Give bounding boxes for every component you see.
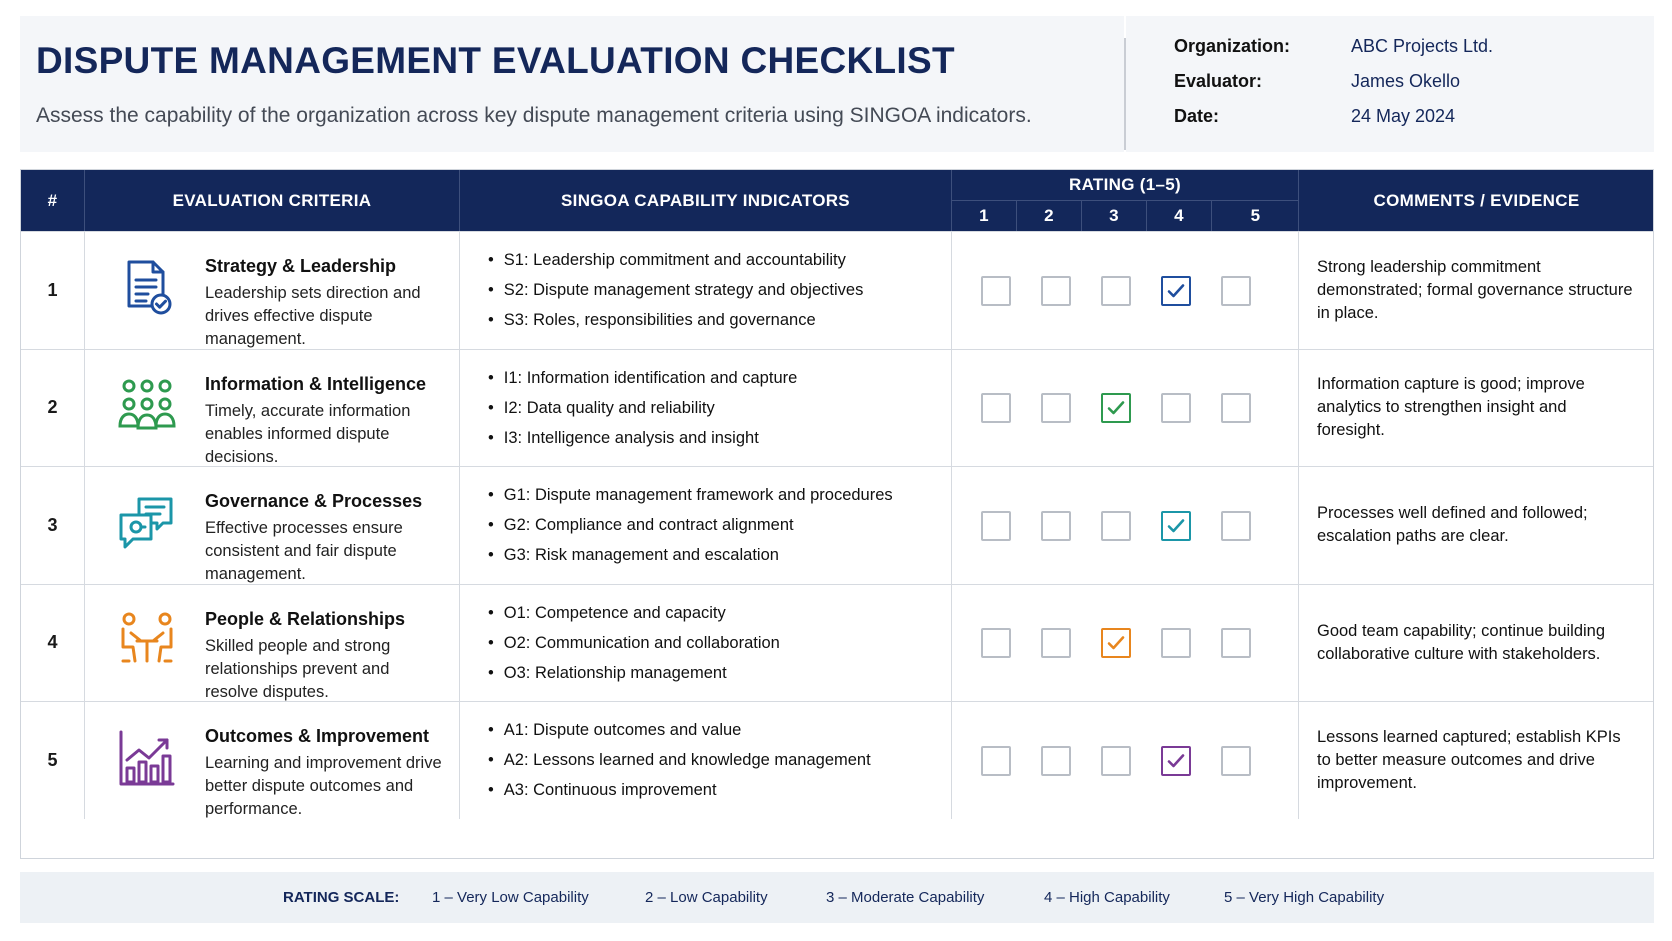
indicator-list (488, 467, 893, 584)
criteria-cell (85, 467, 460, 584)
criteria-description: Leadership sets direction and drives effective dispute management. (205, 284, 421, 348)
row-number: 5 (21, 702, 85, 819)
rating-checkbox-1[interactable] (981, 746, 1011, 776)
indicators-cell (460, 467, 952, 584)
rating-cell (952, 232, 1299, 349)
indicator-item: • O2: Communication and collaboration (488, 628, 780, 658)
rating-checkbox-4[interactable] (1161, 393, 1191, 423)
indicator-item: • I1: Information identification and capture (488, 363, 797, 393)
rating-checkbox-1[interactable] (981, 628, 1011, 658)
page-subtitle: Assess the capability of the organization across key dispute management criteria using SINGOA indicators. (36, 104, 1032, 127)
row-number: 3 (21, 467, 85, 584)
organization-label: Organization: (1174, 36, 1290, 56)
rating-checkbox-4[interactable] (1161, 746, 1191, 776)
header-rating (952, 170, 1299, 231)
indicator-item: • A1: Dispute outcomes and value (488, 715, 871, 745)
table-row (21, 349, 1653, 467)
table-row (21, 231, 1653, 349)
row-number: 4 (21, 585, 85, 702)
rating-checkbox-3[interactable] (1101, 746, 1131, 776)
indicator-item: • S1: Leadership commitment and accountability (488, 245, 863, 275)
rating-checkbox-5[interactable] (1221, 746, 1251, 776)
criteria-title: Strategy & Leadership (205, 256, 397, 276)
indicator-list (488, 702, 871, 819)
indicator-list (488, 232, 863, 349)
criteria-title: People & Relationships (205, 608, 406, 629)
comment-text: Strong leadership commitment demonstrated; formal governance structure in place. (1317, 257, 1633, 322)
header-rating-5: 5 (1250, 206, 1261, 225)
evaluation-table (20, 169, 1654, 859)
comments-cell (1299, 350, 1654, 467)
header-rating-1: 1 (952, 201, 1017, 231)
indicator-item: • S2: Dispute management strategy and objectives (488, 275, 863, 305)
rating-checkbox-2[interactable] (1041, 746, 1071, 776)
rating-scale-item-3: 3 – Moderate Capability (826, 889, 985, 906)
header-indicators: SINGOA CAPABILITY INDICATORS (460, 170, 952, 231)
row-number: 2 (21, 350, 85, 467)
criteria-description: Timely, accurate information enables informed dispute decisions. (205, 401, 411, 466)
header-rating-4: 4 (1147, 201, 1212, 231)
criteria-cell (85, 702, 460, 819)
indicator-list (488, 350, 797, 467)
evaluator-value: James Okello (1351, 71, 1461, 91)
rating-scale-legend (20, 872, 1654, 923)
checkmark-icon (1106, 633, 1126, 653)
chat-bubbles-icon (115, 491, 179, 555)
rating-checkbox-1[interactable] (981, 393, 1011, 423)
page-title: DISPUTE MANAGEMENT EVALUATION CHECKLIST (36, 40, 955, 81)
rating-checkbox-3[interactable] (1101, 628, 1131, 658)
people-meeting-icon (115, 609, 179, 673)
indicator-item: • A3: Continuous improvement (488, 775, 871, 805)
criteria-title: Outcomes & Improvement (205, 726, 430, 746)
header-panel (20, 16, 1124, 152)
criteria-description: Learning and improvement drive better dispute outcomes and performance. (205, 754, 442, 818)
rating-checkbox-5[interactable] (1221, 276, 1251, 306)
rating-checkbox-2[interactable] (1041, 393, 1071, 423)
meta-panel (1126, 16, 1654, 152)
rating-scale-item-5: 5 – Very High Capability (1224, 889, 1385, 906)
indicator-item: • I2: Data quality and reliability (488, 393, 797, 423)
indicators-cell (460, 350, 952, 467)
indicator-item: • A2: Lessons learned and knowledge management (488, 745, 871, 775)
rating-checkbox-2[interactable] (1041, 628, 1071, 658)
header-rating-3: 3 (1082, 201, 1147, 231)
indicator-item: • O1: Competence and capacity (488, 598, 780, 628)
criteria-title: Governance & Processes (205, 491, 423, 511)
indicator-item: • S3: Roles, responsibilities and governance (488, 305, 863, 335)
checkmark-icon (1166, 281, 1186, 301)
criteria-cell (85, 585, 460, 702)
criteria-description: Skilled people and strong relationships prevent and resolve disputes. (205, 636, 391, 701)
header-criteria: EVALUATION CRITERIA (85, 170, 460, 231)
header-rating-2: 2 (1017, 201, 1082, 231)
rating-checkbox-3[interactable] (1101, 511, 1131, 541)
checkmark-icon (1106, 398, 1126, 418)
criteria-title: Information & Intelligence (205, 373, 427, 394)
rating-checkbox-5[interactable] (1221, 393, 1251, 423)
indicator-item: • G2: Compliance and contract alignment (488, 510, 893, 540)
checkmark-icon (1166, 516, 1186, 536)
header-comments: COMMENTS / EVIDENCE (1373, 190, 1580, 210)
rating-cell (952, 467, 1299, 584)
indicator-item: • O3: Relationship management (488, 658, 780, 688)
comment-text: Good team capability; continue building collaborative culture with stakeholders. (1317, 621, 1606, 663)
indicator-item: • I3: Intelligence analysis and insight (488, 423, 797, 453)
comment-text: Lessons learned captured; establish KPIs to better measure outcomes and drive improvement. (1317, 727, 1621, 792)
growth-chart-icon (115, 726, 179, 790)
rating-scale-item-4: 4 – High Capability (1044, 889, 1170, 906)
comments-cell (1299, 702, 1654, 819)
header-rating-title: RATING (1–5) (952, 170, 1298, 201)
comments-cell (1299, 467, 1654, 584)
indicators-cell (460, 702, 952, 819)
rating-cell (952, 350, 1299, 467)
evaluator-label: Evaluator: (1174, 71, 1263, 91)
table-row (21, 466, 1653, 584)
indicator-list (488, 585, 780, 702)
rating-checkbox-5[interactable] (1221, 511, 1251, 541)
comment-text: Information capture is good; improve analytics to strengthen insight and foresight. (1317, 375, 1585, 440)
indicator-item: • G1: Dispute management framework and procedures (488, 480, 893, 510)
comment-text: Processes well defined and followed; escalation paths are clear. (1317, 504, 1588, 546)
indicator-item: • G3: Risk management and escalation (488, 540, 893, 570)
organization-value: ABC Projects Ltd. (1351, 36, 1494, 56)
rating-checkbox-5[interactable] (1221, 628, 1251, 658)
rating-checkbox-4[interactable] (1161, 628, 1191, 658)
rating-cell (952, 702, 1299, 819)
rating-checkbox-2[interactable] (1041, 511, 1071, 541)
header-number: # (21, 170, 85, 231)
rating-checkbox-1[interactable] (981, 276, 1011, 306)
row-number: 1 (21, 232, 85, 349)
criteria-cell (85, 350, 460, 467)
checkmark-icon (1166, 751, 1186, 771)
rating-checkbox-3[interactable] (1101, 276, 1131, 306)
table-row (21, 584, 1653, 702)
date-label: Date: (1174, 106, 1220, 126)
rating-checkbox-4[interactable] (1161, 511, 1191, 541)
rating-checkbox-4[interactable] (1161, 276, 1191, 306)
comments-cell (1299, 585, 1654, 702)
criteria-description: Effective processes ensure consistent and fair dispute management. (205, 519, 403, 583)
date-value: 24 May 2024 (1351, 106, 1456, 126)
indicators-cell (460, 232, 952, 349)
table-header (21, 170, 1653, 231)
rating-checkbox-2[interactable] (1041, 276, 1071, 306)
rating-scale-label: RATING SCALE: (283, 889, 400, 906)
indicators-cell (460, 585, 952, 702)
comments-cell (1299, 232, 1654, 349)
rating-scale-item-1: 1 – Very Low Capability (432, 889, 589, 906)
rating-checkbox-1[interactable] (981, 511, 1011, 541)
rating-scale-item-2: 2 – Low Capability (645, 889, 768, 906)
rating-checkbox-3[interactable] (1101, 393, 1131, 423)
table-row (21, 701, 1653, 819)
people-group-icon (115, 374, 179, 438)
criteria-cell (85, 232, 460, 349)
rating-cell (952, 585, 1299, 702)
document-check-icon (115, 256, 179, 320)
